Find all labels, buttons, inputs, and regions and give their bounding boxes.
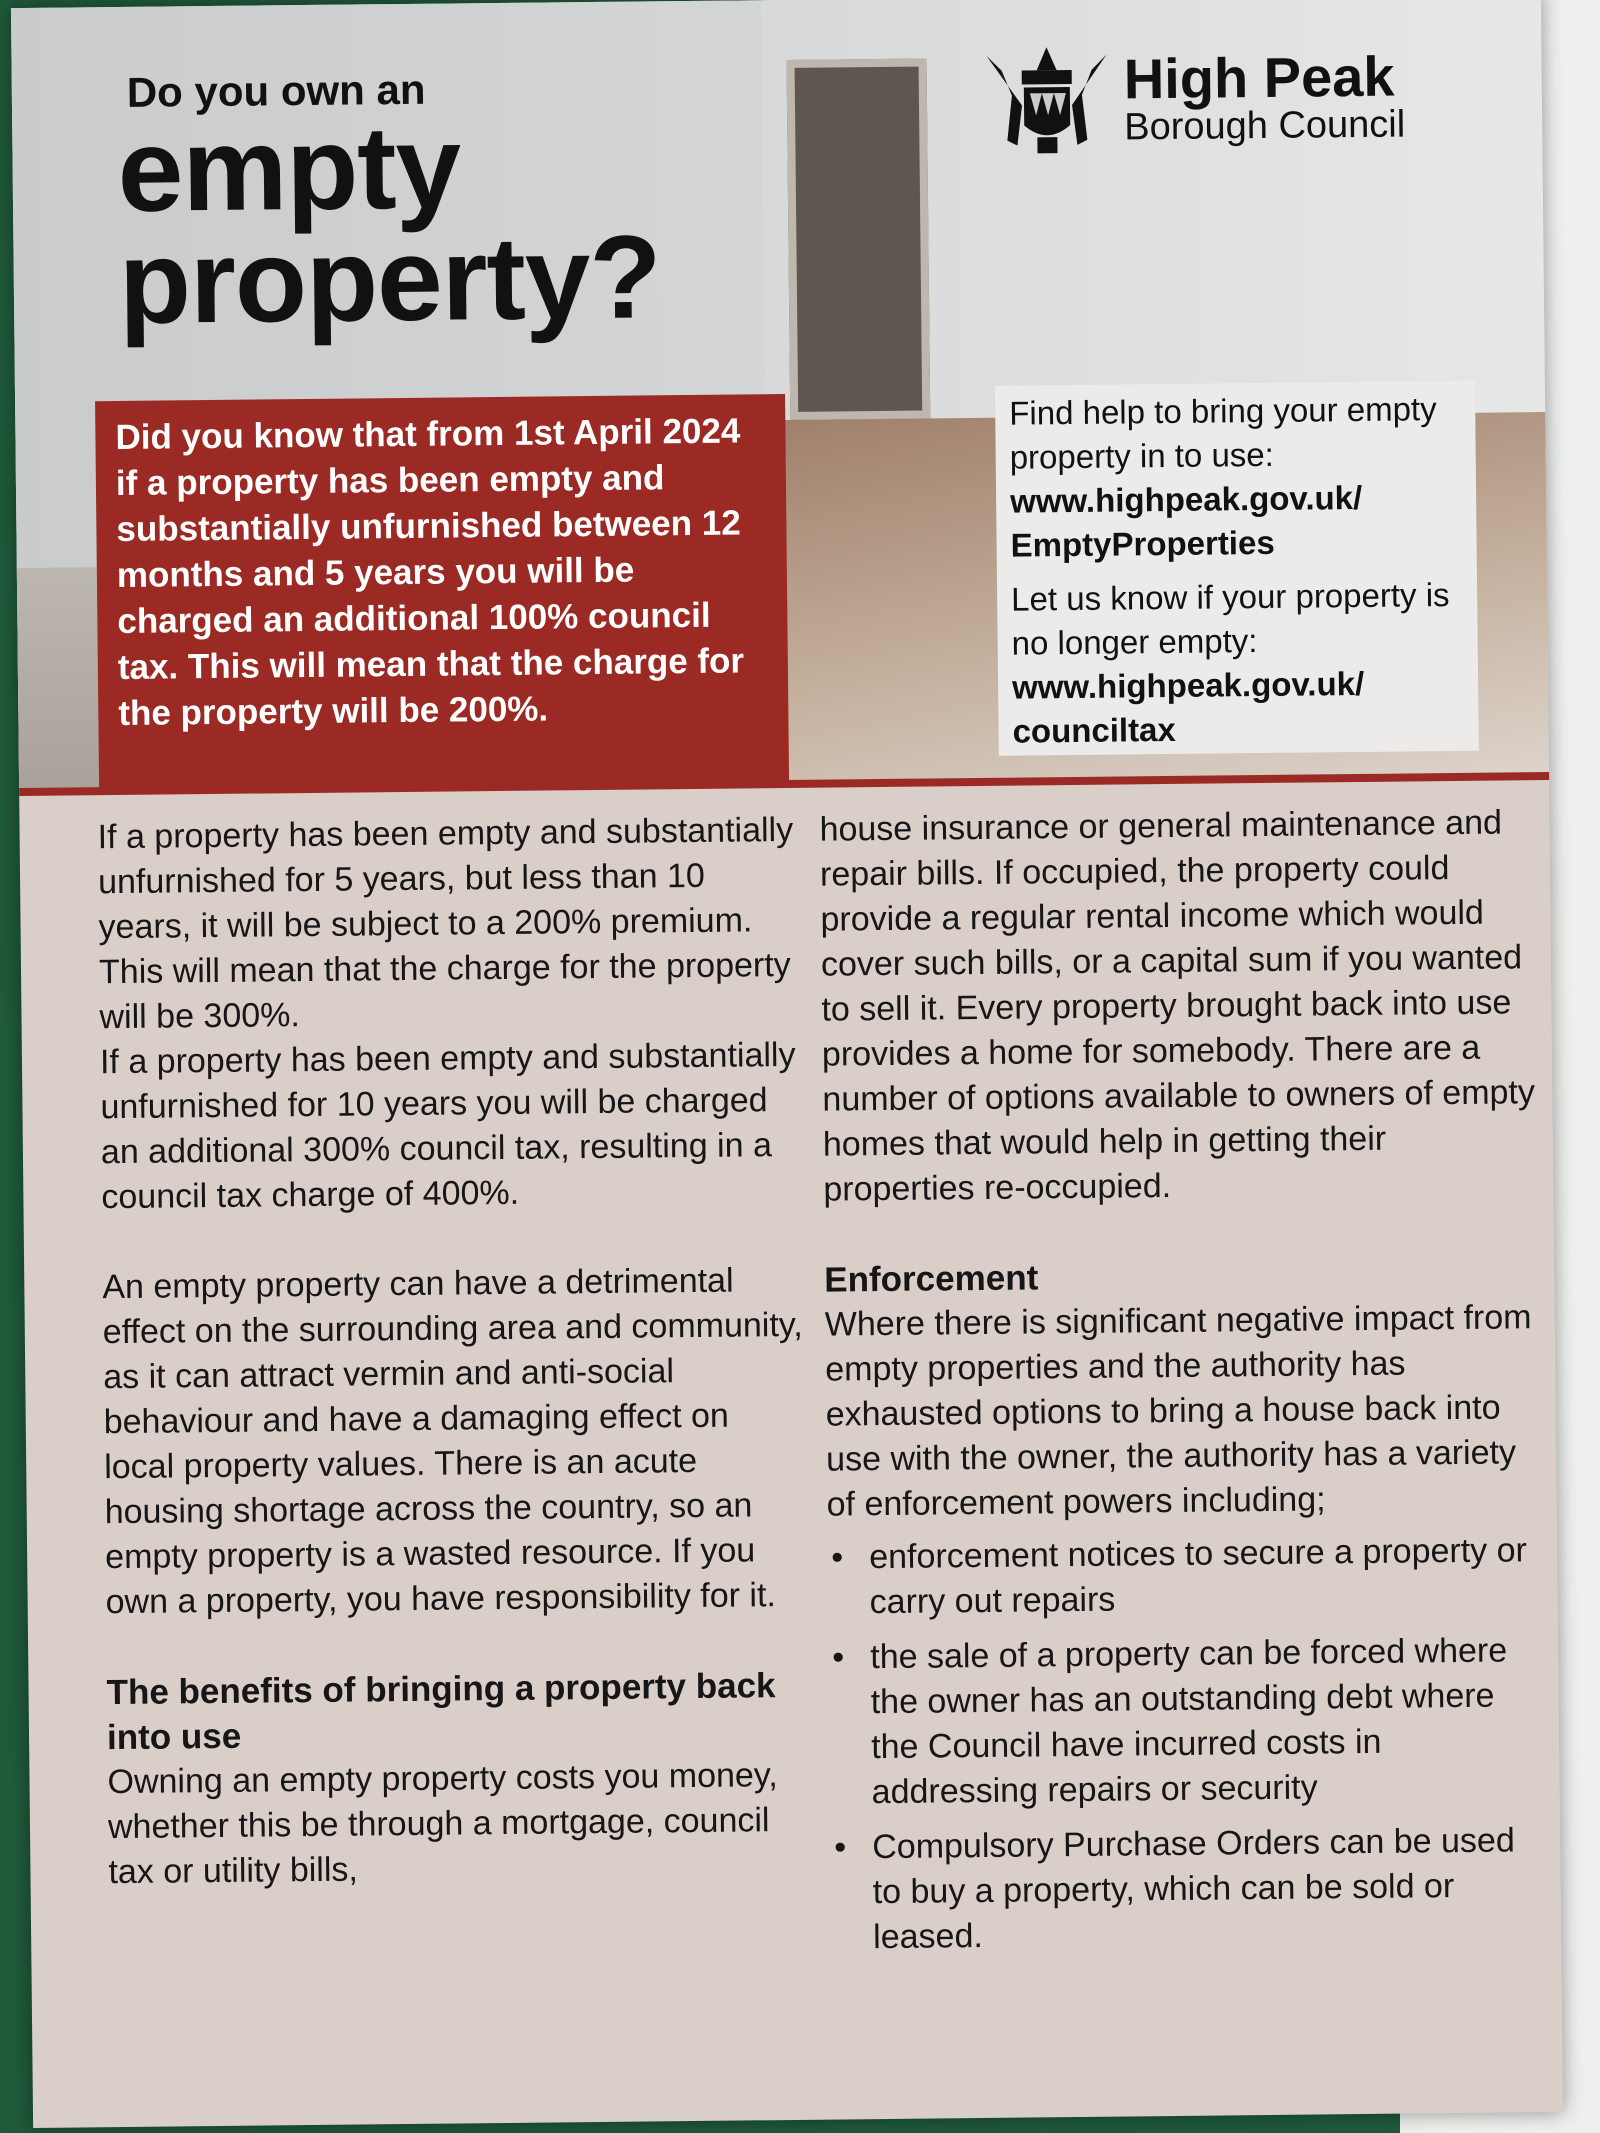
title-small: Do you own an bbox=[126, 65, 426, 116]
paragraph: If a property has been empty and substantially unfurnished for 5 years, but less than 10 years, it will be subject to a 200% premium. This will mean that the charge for the property will be 300%. bbox=[97, 810, 794, 1037]
paragraph: Owning an empty property costs you money, whether this be through a mortgage, council tax or utility bills, bbox=[107, 1756, 778, 1892]
leaflet bbox=[11, 0, 1563, 2128]
paragraph: An empty property can have a detrimental effect on the surrounding area and community, as it can attract vermin and anti-social behaviour and have a damaging effect on local property values. There is an acute housing shortage across the country, so an empty property is a wasted resource. If you own a property, you have responsibility for it. bbox=[102, 1261, 803, 1622]
logo-name: High Peak bbox=[1123, 44, 1395, 111]
council-tax-notice: Did you know that from 1st April 2024 if a property has been empty and substantially unfurnished between 12 months and 5 years you will be charged an additional 100% council tax. This will mean that the charge for the property will be 200%. bbox=[95, 394, 789, 792]
enforcement-list bbox=[827, 1528, 1551, 1961]
list-item: • enforcement notices to secure a property or carry out repairs bbox=[827, 1528, 1548, 1626]
photo-doorway bbox=[787, 58, 931, 419]
list-item: • Compulsory Purchase Orders can be used to buy a property, which can be sold or leased. bbox=[830, 1818, 1551, 1961]
paragraph: house insurance or general maintenance and repair bills. If occupied, the property could provide a regular rental income which would cover such bills, or a capital sum if you wanted to sell it. Every property brought back into use provides a home for somebody. There are a number of options available to owners of empty homes that would help in getting their properties re-occupied. bbox=[819, 803, 1536, 1209]
page-title bbox=[116, 101, 662, 349]
notify-text: Let us know if your property is no longer empty: bbox=[1010, 576, 1450, 662]
title-line-2: property? bbox=[118, 211, 662, 349]
enforcement-heading: Enforcement bbox=[824, 1258, 1039, 1300]
coat-of-arms-icon bbox=[981, 45, 1112, 156]
benefits-heading: The benefits of bringing a property back into use bbox=[106, 1666, 776, 1758]
right-column bbox=[819, 800, 1551, 1970]
council-tax-link[interactable]: www.highpeak.gov.uk/ counciltax bbox=[1011, 664, 1365, 750]
list-item: • the sale of a property can be forced where the owner has an outstanding debt where the Council have incurred costs in addressing repairs or security bbox=[828, 1628, 1550, 1816]
paragraph: Where there is significant negative impact from empty properties and the authority has exhausted options to bring a house back into use with the owner, the authority has a variety of enforcement powers including; bbox=[824, 1298, 1532, 1524]
left-column bbox=[97, 808, 808, 1895]
info-box bbox=[995, 381, 1479, 756]
help-link[interactable]: www.highpeak.gov.uk/ EmptyProperties bbox=[1009, 478, 1363, 564]
title-line-1: empty bbox=[116, 101, 461, 237]
council-logo bbox=[981, 41, 1405, 155]
paragraph: If a property has been empty and substantially unfurnished for 10 years you will be charged an additional 300% council tax, resulting in a council tax charge of 400%. bbox=[99, 1035, 796, 1217]
help-text: Find help to bring your empty property in to use: bbox=[1009, 390, 1437, 476]
logo-subtitle: Borough Council bbox=[1124, 103, 1406, 149]
